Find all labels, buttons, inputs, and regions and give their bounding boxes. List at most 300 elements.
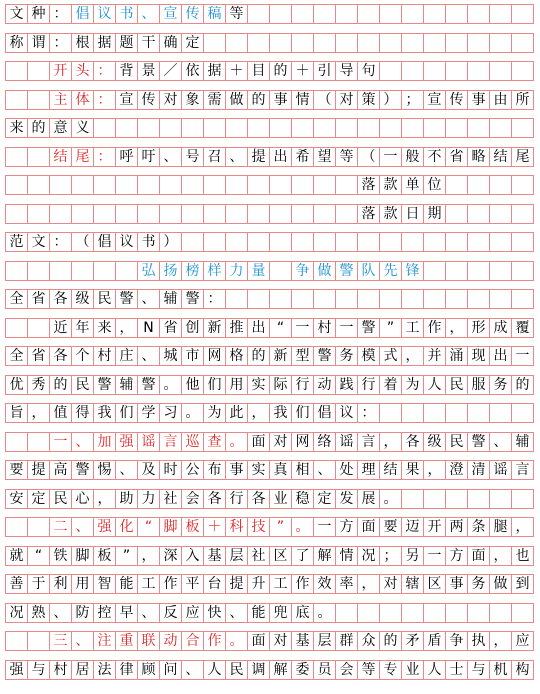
grid-char: 传	[182, 5, 204, 23]
grid-char: 盾	[424, 632, 446, 650]
grid-char: 的	[248, 91, 270, 109]
grid-char: 此	[226, 404, 248, 422]
grid-cell	[248, 119, 270, 137]
grid-char: 宣	[160, 5, 182, 23]
grid-char: 吁	[138, 148, 160, 166]
grid-line	[5, 403, 534, 423]
grid-char: 各	[248, 490, 270, 508]
grid-cell	[402, 290, 424, 308]
grid-cell	[292, 5, 314, 23]
grid-char: 澄	[446, 461, 468, 479]
grid-char: 三	[50, 632, 72, 650]
grid-char: 助	[116, 490, 138, 508]
grid-char: 做	[314, 262, 336, 280]
grid-char: 板	[94, 547, 116, 565]
grid-cell	[446, 490, 468, 508]
grid-char: 传	[446, 91, 468, 109]
grid-char: 迈	[402, 518, 424, 536]
grid-char: 格	[226, 347, 248, 365]
grid-char: 构	[512, 661, 534, 679]
grid-char: 模	[358, 347, 380, 365]
grid-cell	[72, 205, 94, 223]
grid-char: 头	[72, 62, 94, 80]
grid-char: 另	[402, 547, 424, 565]
grid-char: ，	[446, 319, 468, 337]
grid-char: ；	[380, 547, 402, 565]
grid-char: 题	[116, 34, 138, 52]
grid-char: 实	[248, 376, 270, 394]
grid-cell	[446, 290, 468, 308]
grid-cell	[468, 5, 490, 23]
grid-char: ）	[160, 233, 182, 251]
grid-char: 警	[116, 290, 138, 308]
grid-char: 书	[116, 5, 138, 23]
grid-cell	[358, 604, 380, 622]
grid-char: ，	[94, 490, 116, 508]
grid-char: 作	[424, 319, 446, 337]
grid-line	[5, 460, 534, 480]
grid-char: 会	[182, 490, 204, 508]
grid-char: 方	[336, 518, 358, 536]
grid-char: 警	[94, 376, 116, 394]
grid-char: 作	[292, 575, 314, 593]
grid-char: “	[138, 518, 160, 536]
grid-char: 导	[336, 62, 358, 80]
grid-char: 服	[468, 376, 490, 394]
grid-cell	[270, 119, 292, 137]
grid-char: 现	[468, 347, 490, 365]
grid-cell	[314, 119, 336, 137]
grid-char: 解	[270, 661, 292, 679]
grid-cell	[380, 5, 402, 23]
grid-char: 意	[50, 119, 72, 137]
grid-cell	[28, 518, 50, 536]
grid-char: 级	[424, 433, 446, 451]
grid-char: （	[358, 148, 380, 166]
grid-char: 各	[50, 290, 72, 308]
grid-char: 创	[182, 319, 204, 337]
grid-char: 形	[468, 319, 490, 337]
grid-char: 警	[182, 290, 204, 308]
grid-char: 争	[446, 632, 468, 650]
grid-char: 技	[248, 518, 270, 536]
grid-line	[5, 546, 534, 566]
grid-char: 落	[358, 176, 380, 194]
grid-cell	[512, 604, 534, 622]
grid-cell	[28, 632, 50, 650]
grid-cell	[204, 233, 226, 251]
grid-char: 锋	[402, 262, 424, 280]
grid-char: ，	[512, 518, 534, 536]
grid-cell	[182, 176, 204, 194]
grid-char: ，	[248, 404, 270, 422]
grid-char: 实	[248, 461, 270, 479]
grid-char: 警	[138, 376, 160, 394]
grid-char: 所	[512, 91, 534, 109]
grid-char: 执	[468, 632, 490, 650]
grid-char: 我	[270, 404, 292, 422]
grid-char: 安	[6, 490, 28, 508]
grid-char: 范	[6, 233, 28, 251]
grid-char: 用	[226, 376, 248, 394]
grid-char: 发	[336, 490, 358, 508]
grid-char: 近	[50, 319, 72, 337]
grid-cell	[490, 233, 512, 251]
grid-char: 言	[512, 461, 534, 479]
grid-cell	[446, 262, 468, 280]
grid-char: 查	[204, 433, 226, 451]
grid-char: ：	[94, 148, 116, 166]
grid-cell	[446, 62, 468, 80]
grid-char: 体	[72, 91, 94, 109]
grid-char: 村	[314, 319, 336, 337]
grid-char: 、	[116, 461, 138, 479]
grid-char: （	[314, 91, 336, 109]
grid-cell	[182, 205, 204, 223]
grid-char: 新	[204, 319, 226, 337]
grid-cell	[248, 34, 270, 52]
grid-char: 与	[28, 661, 50, 679]
grid-char: 各	[204, 490, 226, 508]
grid-char: 个	[72, 347, 94, 365]
grid-char: 依	[182, 62, 204, 80]
grid-char: 扬	[160, 262, 182, 280]
grid-char: ）	[380, 91, 402, 109]
grid-char: ，	[402, 347, 424, 365]
grid-char: 脚	[160, 518, 182, 536]
grid-char: 、	[50, 604, 72, 622]
grid-char: 基	[204, 547, 226, 565]
grid-cell	[116, 176, 138, 194]
grid-line	[5, 631, 534, 651]
grid-cell	[336, 290, 358, 308]
grid-cell	[490, 290, 512, 308]
grid-char: ／	[160, 62, 182, 80]
grid-cell	[292, 290, 314, 308]
grid-char: 对	[336, 91, 358, 109]
grid-cell	[204, 119, 226, 137]
grid-cell	[28, 205, 50, 223]
grid-char: 优	[6, 376, 28, 394]
grid-char: 出	[248, 319, 270, 337]
grid-char: 并	[424, 347, 446, 365]
grid-char: 合	[182, 632, 204, 650]
grid-char: 弘	[138, 262, 160, 280]
grid-char: 推	[226, 319, 248, 337]
grid-char: 事	[468, 91, 490, 109]
grid-char: 的	[270, 62, 292, 80]
grid-char: 省	[28, 290, 50, 308]
grid-cell	[512, 233, 534, 251]
grid-line	[5, 375, 534, 395]
grid-char: 工	[402, 319, 424, 337]
grid-cell	[446, 5, 468, 23]
grid-char: 、	[226, 604, 248, 622]
grid-char: 目	[248, 62, 270, 80]
grid-char: ＋	[204, 518, 226, 536]
grid-cell	[270, 5, 292, 23]
grid-line	[5, 660, 534, 680]
grid-cell	[402, 119, 424, 137]
grid-char: 们	[116, 404, 138, 422]
grid-cell	[468, 176, 490, 194]
grid-cell	[226, 34, 248, 52]
grid-char: 巡	[182, 433, 204, 451]
grid-char: 、	[138, 347, 160, 365]
grid-char: 警	[468, 433, 490, 451]
grid-cell	[292, 176, 314, 194]
grid-cell	[402, 490, 424, 508]
grid-cell	[336, 119, 358, 137]
grid-char: 区	[424, 575, 446, 593]
grid-cell	[6, 632, 28, 650]
grid-char: 单	[402, 176, 424, 194]
grid-char: 处	[336, 461, 358, 479]
grid-cell	[358, 233, 380, 251]
grid-char: 开	[50, 62, 72, 80]
grid-char: 警	[358, 319, 380, 337]
grid-char: 注	[94, 632, 116, 650]
grid-char: 提	[28, 461, 50, 479]
grid-char: 等	[358, 661, 380, 679]
grid-char: 、	[182, 661, 204, 679]
grid-char: 群	[336, 632, 358, 650]
grid-char: 背	[116, 62, 138, 80]
grid-char: “	[28, 547, 50, 565]
grid-char: 样	[204, 262, 226, 280]
grid-char: 铁	[50, 547, 72, 565]
grid-cell	[512, 5, 534, 23]
grid-char: 区	[270, 547, 292, 565]
grid-char: 结	[380, 461, 402, 479]
grid-char: 级	[72, 290, 94, 308]
grid-cell	[468, 119, 490, 137]
grid-char: 对	[380, 575, 402, 593]
grid-char: 全	[6, 290, 28, 308]
grid-cell	[512, 176, 534, 194]
grid-cell	[468, 205, 490, 223]
grid-cell	[270, 205, 292, 223]
grid-char: 宣	[116, 91, 138, 109]
grid-cell	[226, 205, 248, 223]
grid-char: 一	[336, 319, 358, 337]
grid-char: 种	[28, 5, 50, 23]
grid-line	[5, 4, 534, 24]
grid-char: 行	[358, 376, 380, 394]
grid-char: 。	[380, 490, 402, 508]
grid-char: 议	[94, 5, 116, 23]
grid-char: ，	[380, 433, 402, 451]
grid-char: 要	[380, 518, 402, 536]
grid-char: 也	[512, 547, 534, 565]
grid-char: 确	[160, 34, 182, 52]
grid-char: 务	[490, 376, 512, 394]
grid-char: 网	[292, 433, 314, 451]
grid-char: 况	[6, 604, 28, 622]
grid-char: 谓	[28, 34, 50, 52]
grid-char: 干	[138, 34, 160, 52]
grid-cell	[160, 176, 182, 194]
grid-cell	[490, 119, 512, 137]
grid-cell	[116, 262, 138, 280]
grid-char: 顾	[138, 661, 160, 679]
grid-line	[5, 261, 534, 281]
grid-char: 腿	[490, 518, 512, 536]
grid-char: 与	[468, 661, 490, 679]
grid-char: 们	[204, 376, 226, 394]
grid-char: 式	[380, 347, 402, 365]
grid-char: 反	[160, 604, 182, 622]
grid-char: 句	[358, 62, 380, 80]
grid-cell	[512, 404, 534, 422]
grid-char: 。	[182, 404, 204, 422]
grid-char: 调	[248, 661, 270, 679]
grid-char: 智	[94, 575, 116, 593]
grid-char: 作	[204, 632, 226, 650]
grid-char: 层	[226, 547, 248, 565]
grid-char: 况	[358, 547, 380, 565]
grid-cell	[446, 34, 468, 52]
grid-cell	[468, 490, 490, 508]
grid-char: 委	[292, 661, 314, 679]
grid-cell	[468, 404, 490, 422]
grid-char: 各	[50, 347, 72, 365]
grid-char: 方	[446, 547, 468, 565]
grid-char: 象	[182, 91, 204, 109]
grid-cell	[292, 119, 314, 137]
grid-line	[5, 204, 534, 224]
grid-char: ：	[94, 91, 116, 109]
grid-char: 清	[468, 461, 490, 479]
grid-char: 据	[94, 34, 116, 52]
grid-char: 、	[138, 604, 160, 622]
grid-char: 等	[336, 148, 358, 166]
grid-char: 开	[424, 518, 446, 536]
grid-char: ：	[204, 290, 226, 308]
grid-cell	[6, 262, 28, 280]
grid-cell	[182, 119, 204, 137]
grid-char: 重	[116, 632, 138, 650]
grid-cell	[336, 176, 358, 194]
grid-cell	[468, 262, 490, 280]
grid-char: 为	[402, 376, 424, 394]
grid-char: 台	[204, 575, 226, 593]
grid-char: ，	[138, 547, 160, 565]
grid-char: 议	[336, 404, 358, 422]
grid-char: 争	[292, 262, 314, 280]
grid-char: 机	[490, 661, 512, 679]
grid-char: 强	[6, 661, 28, 679]
grid-char: 需	[204, 91, 226, 109]
grid-char: 着	[380, 376, 402, 394]
grid-char: 面	[248, 632, 270, 650]
grid-cell	[6, 91, 28, 109]
grid-char: 尾	[72, 148, 94, 166]
grid-char: 基	[292, 632, 314, 650]
grid-char: 效	[314, 575, 336, 593]
grid-char: 事	[270, 91, 292, 109]
grid-char: 联	[138, 632, 160, 650]
grid-cell	[358, 290, 380, 308]
grid-char: 果	[402, 461, 424, 479]
grid-char: 、	[72, 433, 94, 451]
grid-char: 辖	[402, 575, 424, 593]
grid-cell	[248, 290, 270, 308]
grid-cell	[490, 5, 512, 23]
grid-char: ：	[358, 404, 380, 422]
grid-cell	[204, 34, 226, 52]
grid-cell	[336, 205, 358, 223]
grid-cell	[28, 433, 50, 451]
grid-char: 及	[138, 461, 160, 479]
grid-cell	[468, 290, 490, 308]
grid-char: ＋	[226, 62, 248, 80]
grid-cell	[380, 119, 402, 137]
grid-cell	[402, 404, 424, 422]
grid-cell	[490, 604, 512, 622]
grid-char: 作	[160, 575, 182, 593]
grid-char: ，	[358, 575, 380, 593]
grid-cell	[336, 604, 358, 622]
grid-cell	[490, 490, 512, 508]
grid-char: 理	[358, 461, 380, 479]
grid-char: 真	[270, 461, 292, 479]
grid-cell	[336, 34, 358, 52]
grid-cell	[380, 404, 402, 422]
grid-cell	[28, 62, 50, 80]
grid-cell	[182, 233, 204, 251]
grid-char: 称	[6, 34, 28, 52]
grid-cell	[490, 62, 512, 80]
grid-char: 、	[490, 433, 512, 451]
grid-char: 尾	[512, 148, 534, 166]
grid-char: 两	[446, 518, 468, 536]
grid-char: “	[270, 319, 292, 337]
grid-cell	[28, 176, 50, 194]
grid-char: ：	[50, 233, 72, 251]
grid-char: 际	[270, 376, 292, 394]
grid-char: ：	[50, 5, 72, 23]
grid-char: 省	[446, 148, 468, 166]
grid-char: 。	[160, 376, 182, 394]
grid-char: 的	[50, 376, 72, 394]
grid-cell	[490, 176, 512, 194]
grid-char: 值	[50, 404, 72, 422]
grid-line	[5, 574, 534, 594]
grid-cell	[94, 176, 116, 194]
grid-char: 省	[28, 347, 50, 365]
grid-char: （	[72, 233, 94, 251]
grid-char: 于	[28, 575, 50, 593]
grid-char: 民	[226, 661, 248, 679]
grid-char: 量	[248, 262, 270, 280]
grid-cell	[28, 148, 50, 166]
grid-char: 践	[336, 376, 358, 394]
grid-line	[5, 603, 534, 623]
grid-char: 警	[72, 461, 94, 479]
grid-char: 辅	[160, 290, 182, 308]
grid-cell	[512, 205, 534, 223]
grid-cell	[446, 404, 468, 422]
grid-char: 情	[292, 91, 314, 109]
grid-char: 能	[116, 575, 138, 593]
grid-char: 展	[358, 490, 380, 508]
grid-char: ，	[490, 547, 512, 565]
grid-cell	[248, 233, 270, 251]
grid-char: N	[138, 319, 160, 337]
grid-line	[5, 432, 534, 452]
grid-cell	[72, 262, 94, 280]
